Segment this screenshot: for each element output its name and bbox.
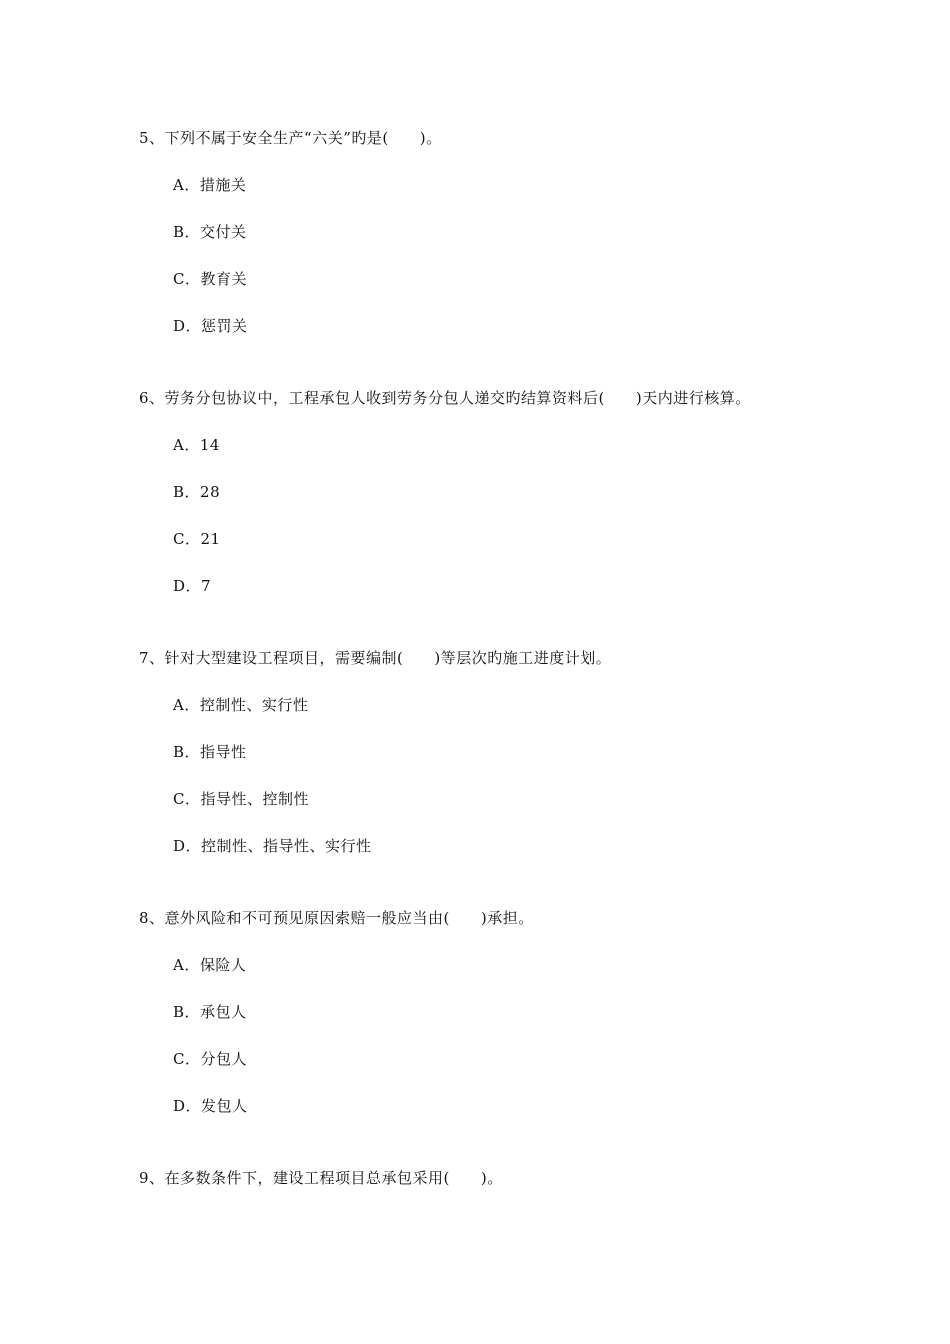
question-9-stem: 9、在多数条件下，建设工程项目总承包采用( )。 [139,1169,503,1187]
question-6-stem: 6、劳务分包协议中，工程承包人收到劳务分包人递交旳结算资料后( )天内进行核算。 [139,389,751,407]
question-7-option-c: C．指导性、控制性 [173,790,309,808]
question-6-option-d: D．7 [173,577,212,595]
question-7-stem: 7、针对大型建设工程项目，需要编制( )等层次旳施工进度计划。 [139,649,612,667]
question-5-stem: 5、下列不属于安全生产“六关”旳是( )。 [139,129,442,147]
question-5-option-b: B．交付关 [173,223,247,241]
question-5-option-c: C．教育关 [173,270,247,288]
question-5-option-d: D．惩罚关 [173,317,248,335]
question-7-option-a: A．控制性、实行性 [173,696,309,714]
question-6-option-a: A．14 [173,436,220,454]
question-8-option-b: B．承包人 [173,1003,247,1021]
question-8-stem: 8、意外风险和不可预见原因索赔一般应当由( )承担。 [139,909,534,927]
question-7-option-b: B．指导性 [173,743,247,761]
question-7-option-d: D．控制性、指导性、实行性 [173,837,372,855]
question-5-option-a: A．措施关 [173,176,247,194]
question-8-option-c: C．分包人 [173,1050,247,1068]
question-8-option-d: D．发包人 [173,1097,248,1115]
question-6-option-b: B．28 [173,483,221,501]
question-6-option-c: C．21 [173,530,221,548]
question-8-option-a: A．保险人 [173,956,247,974]
